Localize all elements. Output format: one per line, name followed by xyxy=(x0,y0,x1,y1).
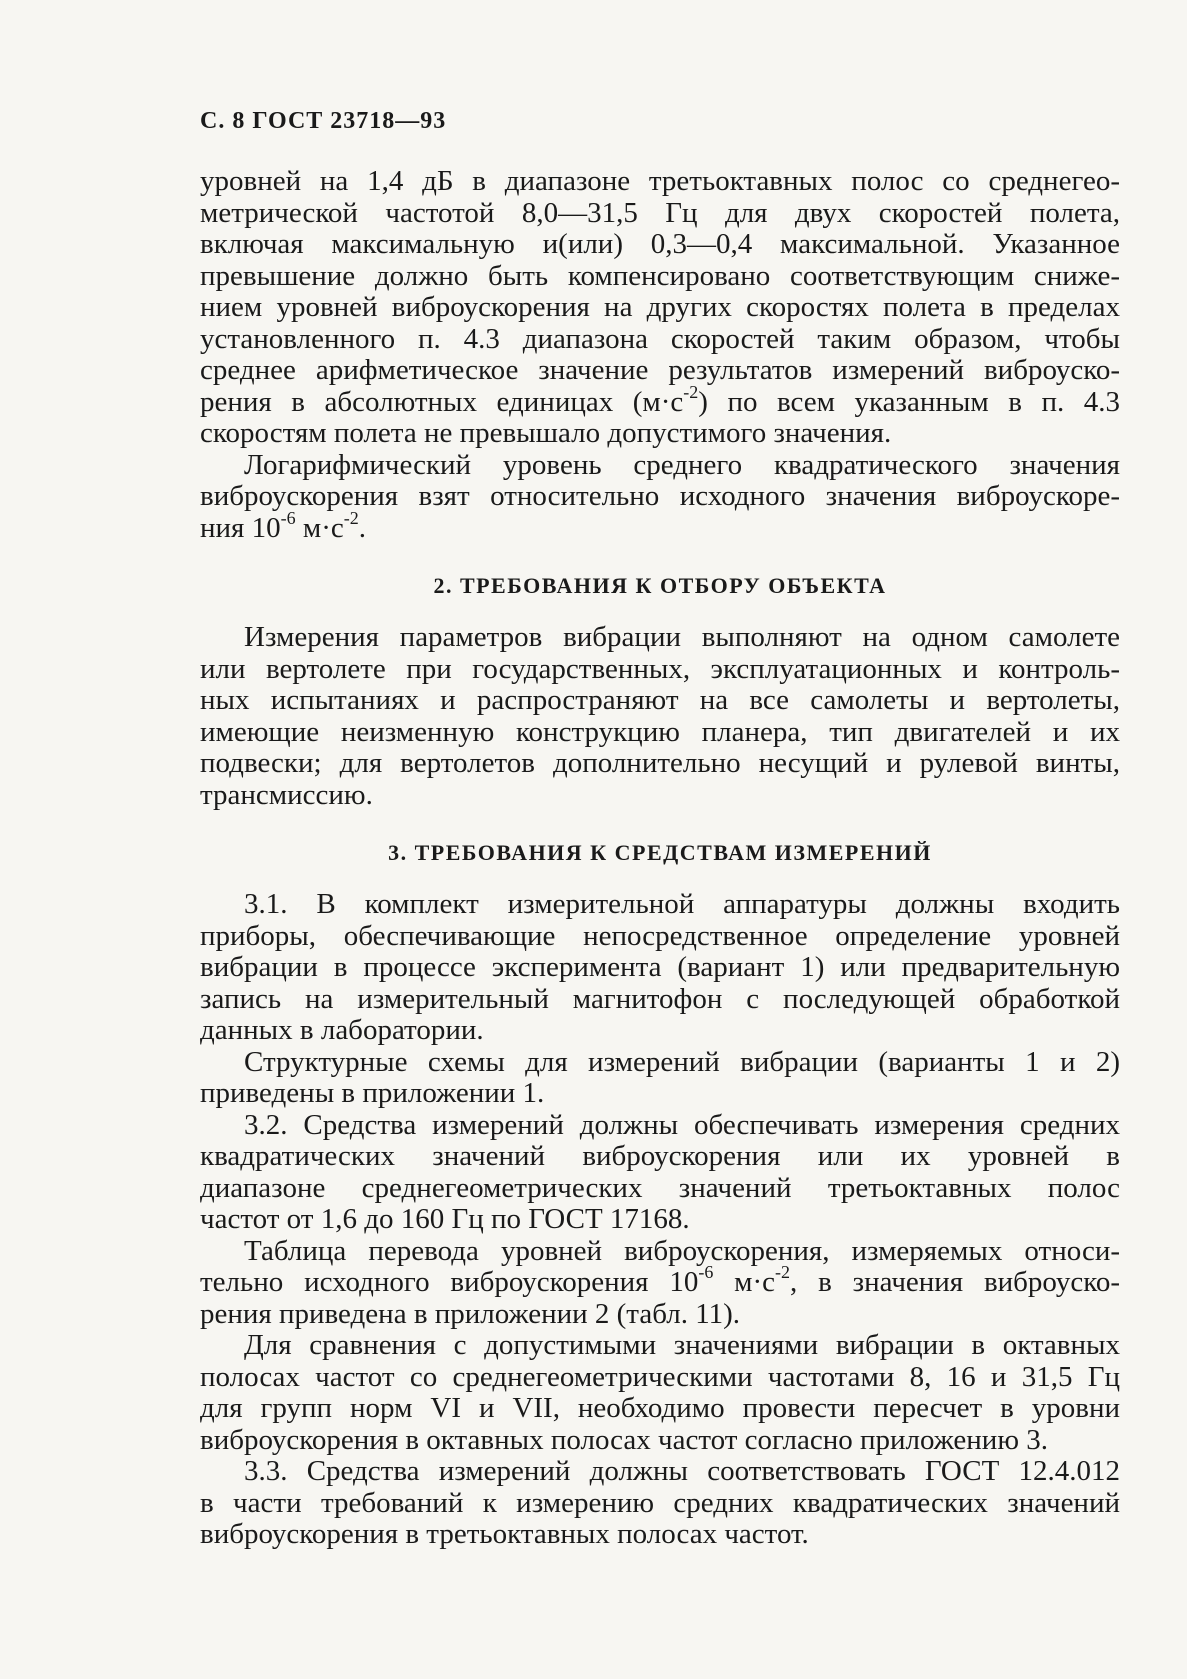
page-content xyxy=(200,166,1120,1551)
text-line: для групп норм VI и VII, необходимо провести пересчет в уровни xyxy=(200,1392,1120,1424)
paragraph-3-2 xyxy=(200,1110,1120,1236)
paragraph-continuation xyxy=(200,166,1120,450)
text-line: виброускорения в октавных полосах частот согласно приложению 3. xyxy=(200,1423,1048,1456)
text-line: запись на измерительный магнитофон с последующей обработкой xyxy=(200,982,1120,1015)
text-line: среднее арифметическое значение результатов измерений виброуско- xyxy=(200,354,1120,386)
text-line: частот от 1,6 до 160 Гц по ГОСТ 17168. xyxy=(200,1203,690,1235)
superscript: -2 xyxy=(343,507,359,528)
paragraph-schemes xyxy=(200,1047,1120,1110)
superscript: -2 xyxy=(683,381,699,402)
superscript: -2 xyxy=(775,1262,791,1283)
paragraph-3-1 xyxy=(200,889,1120,1047)
text-line: Для сравнения с допустимыми значениями вибрации в октавных xyxy=(244,1329,1120,1361)
page-header: С. 8 ГОСТ 23718—93 xyxy=(200,108,447,134)
paragraph-3-3 xyxy=(200,1456,1120,1551)
paragraph-log-level xyxy=(200,450,1120,545)
text-line: подвески; для вертолетов дополнительно несущий и рулевой винты, xyxy=(200,747,1120,779)
text-fragment: ) по всем указанным в п. 4.3 xyxy=(698,385,1120,418)
text-line: виброускорения взят относительно исходного значения виброускоре- xyxy=(200,480,1120,512)
section-2-title: 2. ТРЕБОВАНИЯ К ОТБОРУ ОБЪЕКТА xyxy=(433,573,887,598)
text-line: ных испытаниях и распространяют на все самолеты и вертолеты, xyxy=(200,684,1120,716)
text-line: Структурные схемы для измерений вибрации (варианты 1 и 2) xyxy=(244,1045,1120,1078)
text-line: квадратических значений виброускорения или их уровней в xyxy=(200,1140,1120,1172)
text-line: приведены в приложении 1. xyxy=(200,1077,545,1109)
text-line: в части требований к измерению средних квадратических значений xyxy=(200,1486,1120,1519)
text-line: вибрации в процессе эксперимента (вариант 1) или предварительную xyxy=(200,951,1120,983)
text-line: скоростям полета не превышало допустимого значения. xyxy=(200,417,892,449)
paragraph-conversion-table xyxy=(200,1236,1120,1331)
text-fragment: тельно исходного виброускорения 10 xyxy=(200,1266,699,1298)
text-fragment: м·с xyxy=(713,1266,776,1298)
text-line: 3.3. Средства измерений должны соответствовать ГОСТ 12.4.012 xyxy=(244,1455,1120,1487)
text-line: приборы, обеспечивающие непосредственное определение уровней xyxy=(200,919,1120,952)
superscript: -6 xyxy=(698,1262,714,1283)
paragraph-object-selection xyxy=(200,622,1120,811)
text-fragment: . xyxy=(358,511,367,544)
paragraph-octave-comparison xyxy=(200,1330,1120,1456)
text-line: полосах частот со среднегеометрическими частотами 8, 16 и 31,5 Гц xyxy=(200,1360,1120,1393)
text-line: нием уровней виброускорения на других скоростях полета в пределах xyxy=(200,291,1120,323)
text-line: 3.2. Средства измерений должны обеспечивать измерения средних xyxy=(244,1108,1120,1141)
section-3-title: 3. ТРЕБОВАНИЯ К СРЕДСТВАМ ИЗМЕРЕНИЙ xyxy=(388,840,932,865)
text-line xyxy=(200,1262,1120,1299)
text-line: превышение должно быть компенсировано соответствующим сниже- xyxy=(200,259,1120,292)
text-fragment: , в значения виброуско- xyxy=(790,1266,1120,1298)
text-line: Логарифмический уровень среднего квадратического значения xyxy=(244,448,1120,481)
text-line: 3.1. В комплект измерительной аппаратуры должны входить xyxy=(244,888,1120,920)
text-line: Таблица перевода уровней виброускорения, измеряемых относи- xyxy=(244,1234,1120,1267)
text-line: или вертолете при государственных, эксплуатационных и контроль- xyxy=(200,652,1120,685)
text-line: рения приведена в приложении 2 (табл. 11). xyxy=(200,1297,741,1330)
text-line: установленного п. 4.3 диапазона скоростей таким образом, чтобы xyxy=(200,322,1120,355)
text-line: метрической частотой 8,0—31,5 Гц для двух скоростей полета, xyxy=(200,196,1120,229)
text-line: трансмиссию. xyxy=(200,778,373,811)
text-line xyxy=(200,381,1120,419)
text-line: имеющие неизменную конструкцию планера, тип двигателей и их xyxy=(200,715,1120,748)
text-line: диапазоне среднегеометрических значений третьоктавных полос xyxy=(200,1171,1120,1204)
text-line: уровней на 1,4 дБ в диапазоне третьоктавных полос со среднегео- xyxy=(200,165,1120,197)
text-line xyxy=(200,507,1120,545)
text-line: Измерения параметров вибрации выполняют на одном самолете xyxy=(244,621,1120,653)
superscript: -6 xyxy=(280,507,296,528)
text-line: виброускорения в третьоктавных полосах частот. xyxy=(200,1518,809,1550)
text-line: включая максимальную и(или) 0,3—0,4 максимальной. Указанное xyxy=(200,228,1120,260)
text-fragment: рения в абсолютных единицах (м·с xyxy=(200,385,684,418)
text-fragment: м·с xyxy=(295,511,344,544)
text-line: данных в лаборатории. xyxy=(200,1014,484,1046)
text-fragment: ния 10 xyxy=(200,511,281,544)
